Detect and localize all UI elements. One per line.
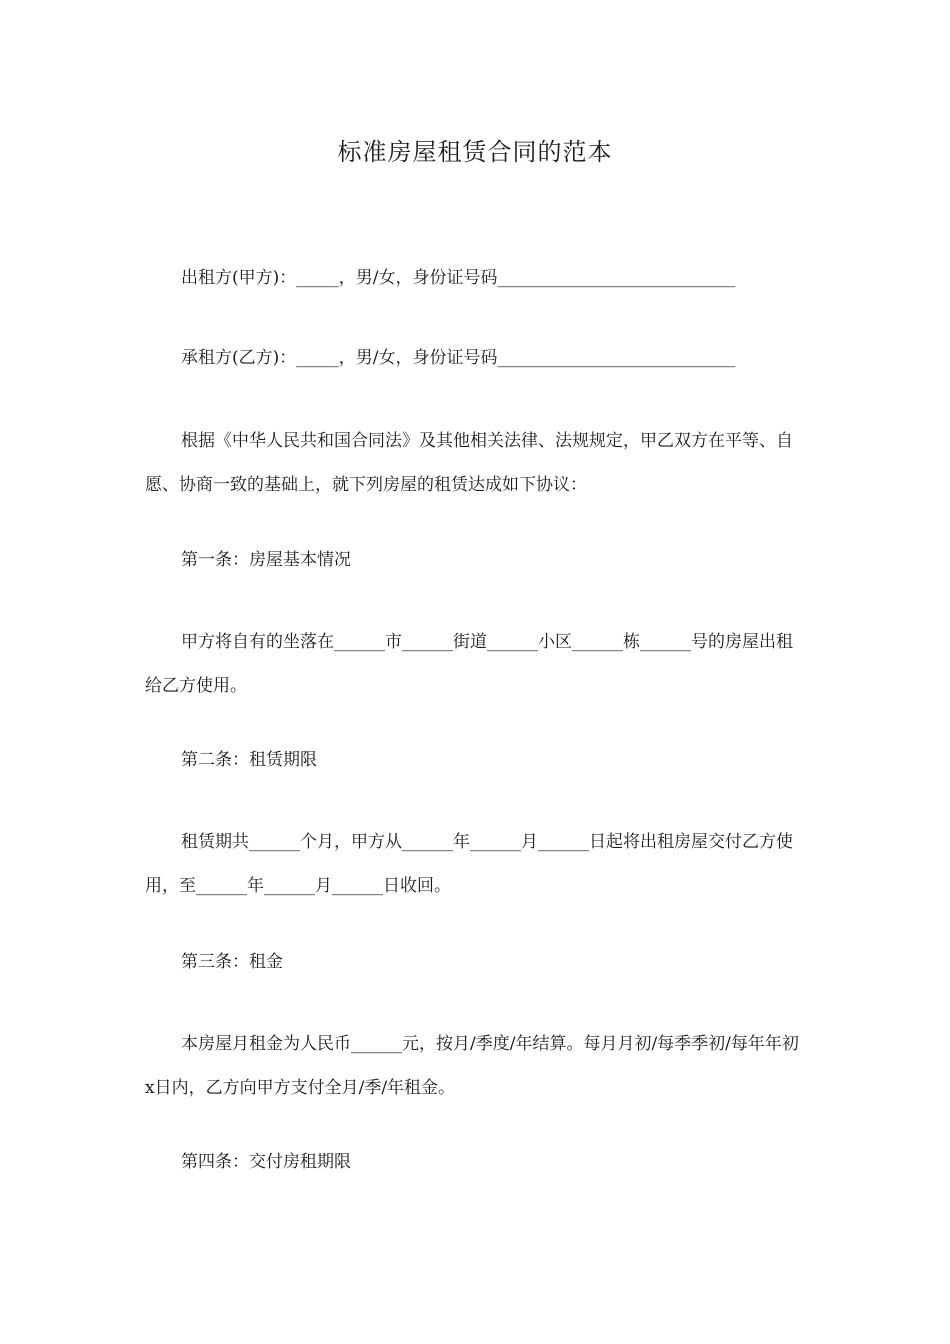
article-3-body: 本房屋月租金为人民币______元，按月/季度/年结算。每月月初/每季季初/每年年初x日内，乙方向甲方支付全月/季/年租金。: [145, 1034, 799, 1098]
article-1-body: 甲方将自有的坐落在______市______街道______小区______栋______号的房屋出租给乙方使用。: [145, 632, 793, 696]
article-2-body: 租赁期共______个月，甲方从______年______月______日起将出租房屋交付乙方使用，至______年______月______日收回。: [145, 832, 793, 896]
article-3-heading: 第三条：租金: [181, 952, 283, 972]
article-4-heading: 第四条：交付房租期限: [181, 1152, 351, 1172]
article-1-heading: 第一条：房屋基本情况: [181, 550, 351, 570]
preamble-paragraph: 根据《中华人民共和国合同法》及其他相关法律、法规规定，甲乙双方在平等、自愿、协商一致的基础上，就下列房屋的租赁达成如下协议：: [145, 431, 793, 495]
article-2-heading: 第二条：租赁期限: [181, 750, 317, 770]
lessee-line: 承租方(乙方)：_____，男/女，身份证号码____________________________: [181, 348, 736, 368]
document-title: 标准房屋租赁合同的范本: [337, 138, 613, 166]
lessor-line: 出租方(甲方)：_____，男/女，身份证号码____________________________: [181, 268, 736, 288]
